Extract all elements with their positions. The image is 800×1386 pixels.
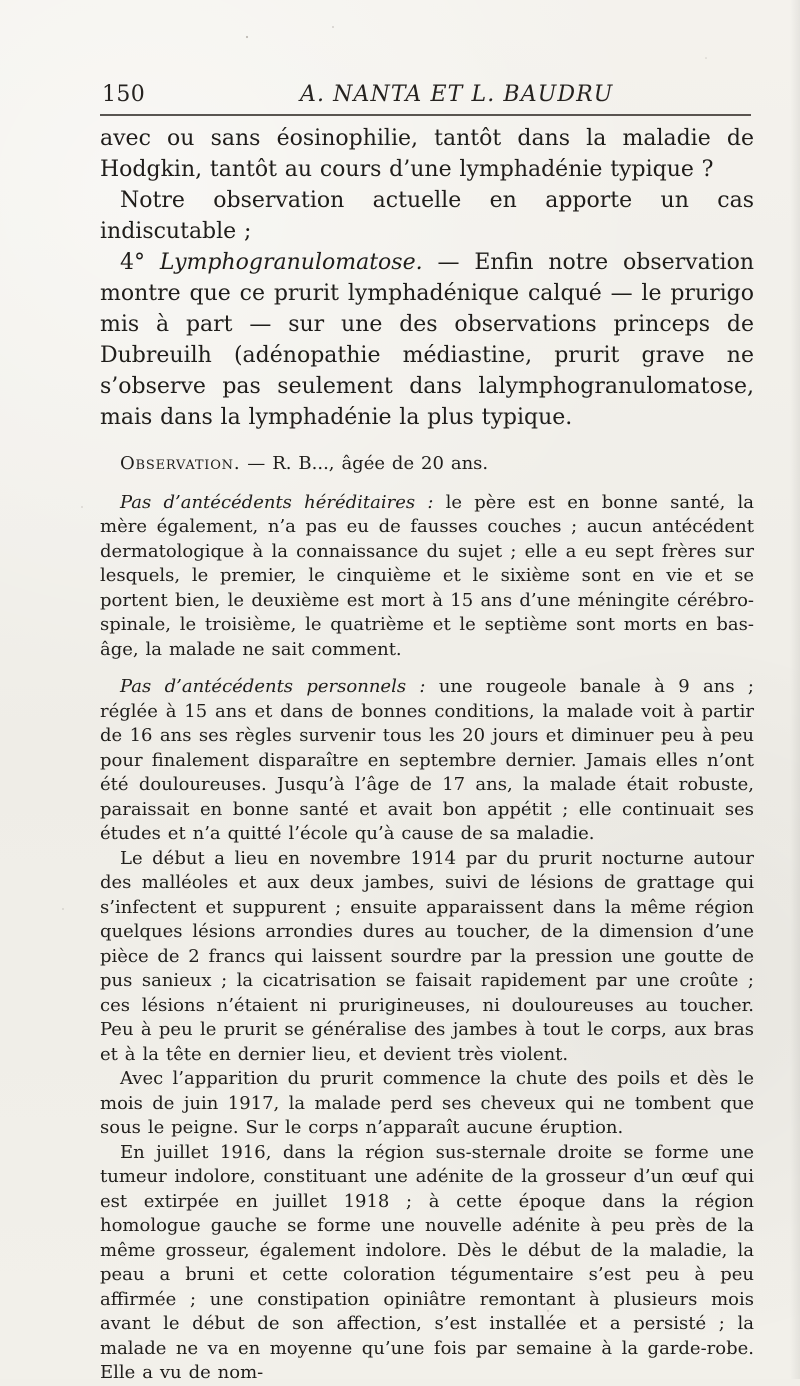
item-number: 4° <box>120 250 145 275</box>
paragraph-hereditary-history <box>100 491 754 663</box>
paragraph-hair-loss: Avec l’apparition du prurit commence la chute des poils et dès le mois de juin 1917, la malade perd ses cheveux qui ne tombent que sous le peigne. Sur le corps n’apparaît aucune éruption. <box>100 1068 754 1138</box>
speck <box>246 36 248 38</box>
speck <box>705 57 707 59</box>
paragraph-onset: Le début a lieu en novembre 1914 par du prurit nocturne autour des malléoles et aux deux jambes, suivi de lésions de grattage qui s’infectent et suppurent ; ensuite apparaissent dans la même région quelques lésions arrondies dures au toucher, de la dimension d’une pièce de 2 francs qui laissent sourdre par la pression une goutte de pus sanieux ; la cicatrisation se faisait rapidement par une croûte ; ces lésions n’étaient ni prurigineuses, ni douloureuses au toucher. Peu à peu le prurit se généralise des jambes à tout le corps, aux bras et à la tête en dernier lieu, et devient très violent. <box>100 847 754 1065</box>
speck <box>81 506 83 508</box>
item-title: Lymphogranulomatose. <box>159 250 423 275</box>
observation-heading-line <box>100 452 754 477</box>
paragraph-lymphogranulomatose <box>100 247 754 433</box>
page-body <box>100 123 754 1386</box>
personal-history-title: Pas d’antécédents personnels : <box>120 676 426 697</box>
paragraph-continuation: avec ou sans éosinophilie, tantôt dans la maladie de Hodgkin, tantôt au cours d’une lymphadénie typique ? <box>100 126 754 182</box>
page-number: 150 <box>102 82 146 107</box>
observation-label: Observation. <box>120 453 241 474</box>
hereditary-history-title: Pas d’antécédents héréditaires : <box>120 491 434 513</box>
hereditary-history-text: le père est en bonne santé, la mère également, n’a pas eu de fausses couches ; aucun antécédent dermatologique à la connaissance du sujet ; elle a eu sept frères sur lesquels, le premier, le cinquième et le sixième sont en vie et se portent bien, le deuxième est mort à 15 ans d’une méningite cérébro-spinale, le troisième, le quatrième et le septième sont morts en bas-âge, la malade ne sait comment. <box>100 491 755 660</box>
personal-history-text: une rougeole banale à 9 ans ; réglée à 15 ans et dans de bonnes conditions, la malade voit à partir de 16 ans ses règles survenir tous les 20 jours et diminuer peu à peu pour finalement disparaître en septembre dernier. Jamais elles n’ont été douloureuses. Jusqu’à l’âge de 17 ans, la malade était robuste, paraissait en bonne santé et avait bon appétit ; elle continuait ses études et n’a quitté l’école qu’à cause de sa maladie. <box>100 676 754 844</box>
item-text: — Enfin notre observation montre que ce prurit lymphadénique calqué — le prurigo mis à part — sur une des observations princeps de Dubreuilh (adénopathie médiastine, prurit grave ne s’observe pas seulement dans lalymphogranulomatose, mais dans la lymphadénie la plus typique. <box>100 250 754 430</box>
paragraph-observation-case: Notre observation actuelle en apporte un cas indiscutable ; <box>100 188 754 244</box>
speck <box>62 908 64 910</box>
paragraph-personal-history <box>100 675 754 847</box>
running-head: A. NANTA ET L. BAUDRU <box>300 82 614 107</box>
observation-subject: — R. B..., âgée de 20 ans. <box>240 453 489 474</box>
header-rule <box>100 114 751 116</box>
page-header <box>100 82 752 112</box>
paragraph-adenitis: En juillet 1916, dans la région sus-sternale droite se forme une tumeur indolore, constituant une adénite de la grosseur d’un œuf qui est extirpée en juillet 1918 ; à cette époque dans la région homologue gauche se forme une nouvelle adénite à peu près de la même grosseur, également indolore. Dès le début de la maladie, la peau a bruni et cette coloration tégumentaire s’est peu à peu affirmée ; une constipation opiniâtre remontant à plusieurs mois avant le début de son affection, s’est installée et a persisté ; la malade ne va en moyenne qu’une fois par semaine à la garde-robe. Elle a vu de nom- <box>100 1141 754 1383</box>
speck <box>332 26 334 28</box>
